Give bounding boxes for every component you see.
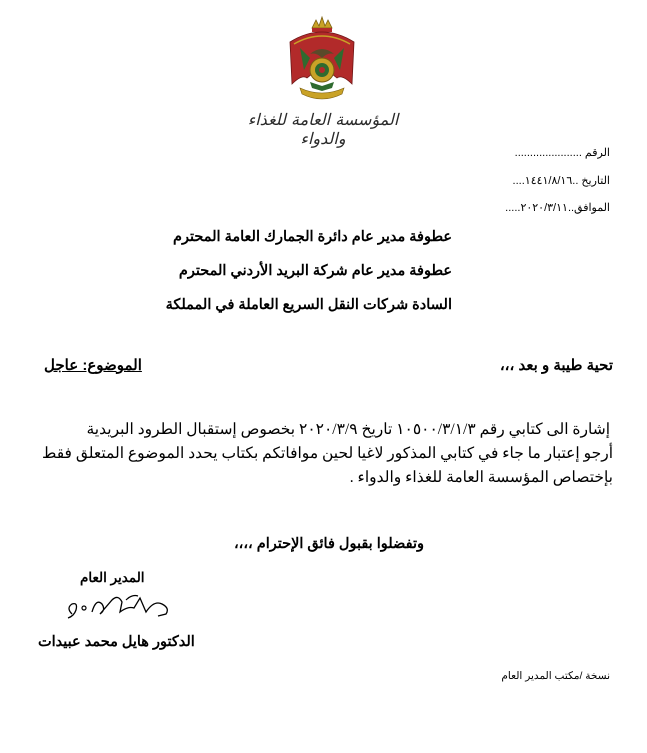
recipient-couriers: السادة شركات النقل السريع العاملة في المملكة [165,297,452,313]
copy-note: نسخة /مكتب المدير العام [501,670,610,682]
closing: وتفضلوا بقبول فائق الإحترام ،،،، [234,536,424,552]
recipient-post: عطوفة مدير عام شركة البريد الأردني المحترم [178,263,452,279]
body-line-2: أرجو إعتبار ما جاء في كتابي المذكور لاغيا لحين موافاتكم بكتاب يحدد الموضوع المتعلق فقط [42,445,613,462]
hijri-date: التاريخ ..١٤٤١/٨/١٦.... [512,175,610,187]
greeting: تحية طيبة و بعد ،،، [499,357,613,374]
coat-of-arms-icon [282,14,362,106]
gregorian-date: الموافق..٢٠٢٠/٣/١١..... [505,202,610,214]
signatory-name: الدكتور هايل محمد عبيدات [38,634,195,650]
reference-number: الرقم ...................... [514,147,610,159]
subject: الموضوع: عاجل [44,357,142,374]
handwritten-signature-icon [62,590,182,624]
signatory-title: المدير العام [80,570,145,585]
recipient-customs: عطوفة مدير عام دائرة الجمارك العامة المحترم [173,229,452,245]
body-line-1: إشارة الى كتابي رقم ١٠٥٠٠/٣/١/٣ تاريخ ٢٠٢٠/٣/٩ بخصوص إستقبال الطرود البريدية [86,421,610,438]
body-line-3: بإختصاص المؤسسة العامة للغذاء والدواء . [349,469,613,486]
organization-name: المؤسسة العامة للغذاء والدواء [247,110,399,148]
